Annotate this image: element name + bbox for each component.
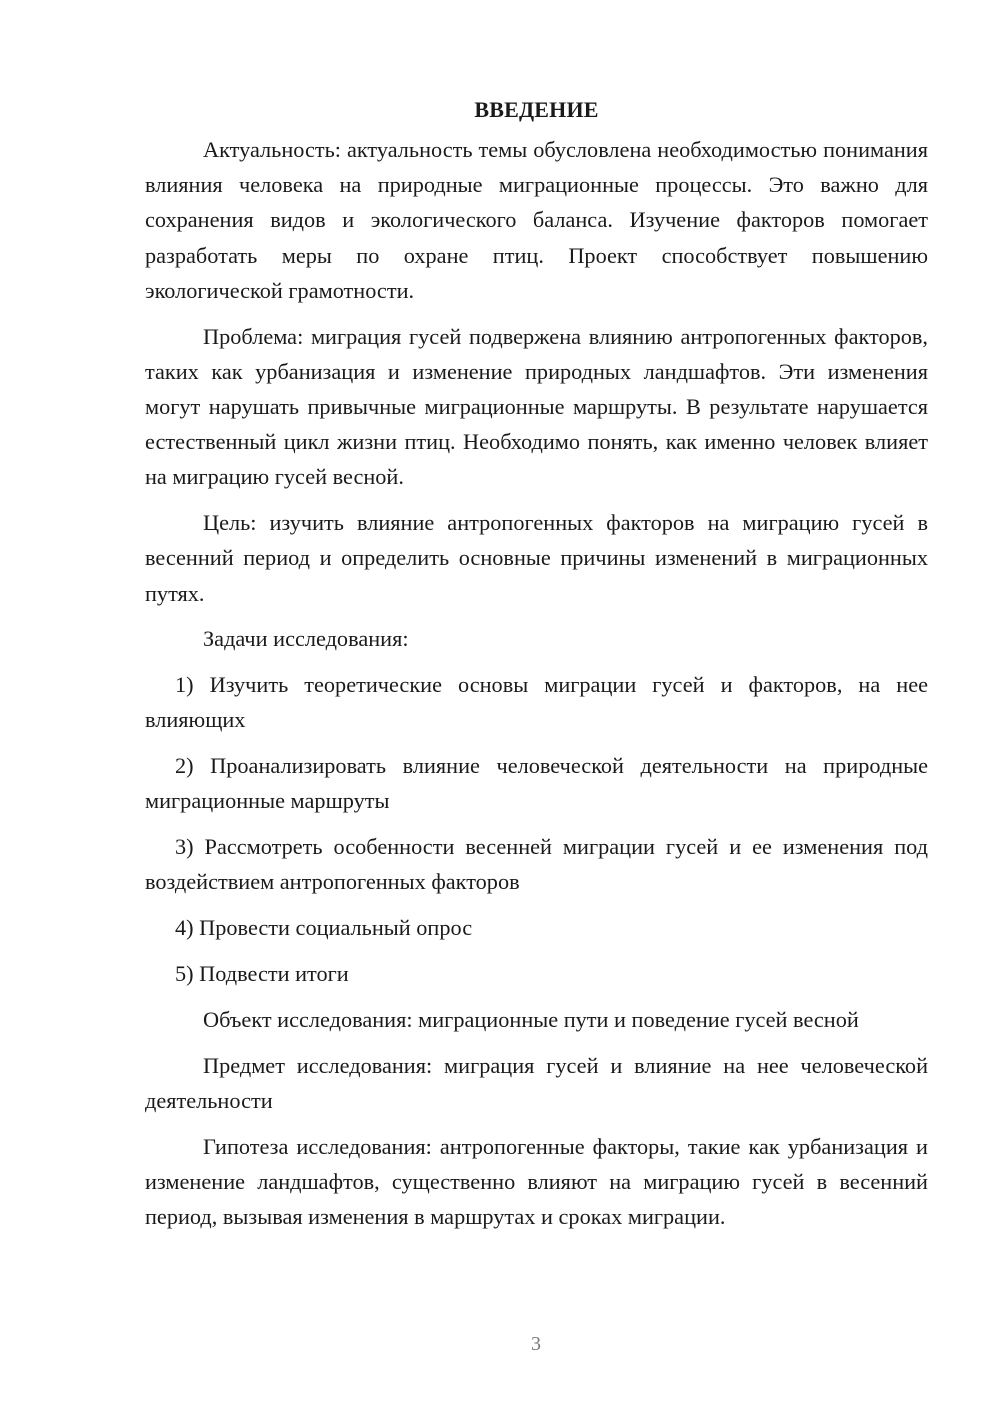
object-paragraph: Объект исследования: миграционные пути и поведение гусей весной <box>203 1006 859 1032</box>
document-page <box>145 92 928 1245</box>
goal-paragraph: Цель: изучить влияние антропогенных факторов на миграцию гусей в весенний период и определить основные причины изменений в миграционных путях. <box>145 510 928 606</box>
subject-paragraph: Предмет исследования: миграция гусей и влияние на нее человеческой деятельности <box>145 1052 928 1113</box>
task-item-4: 4) Провести социальный опрос <box>175 915 473 941</box>
tasks-heading: Задачи исследования: <box>203 626 409 652</box>
hypothesis-paragraph: Гипотеза исследования: антропогенные факторы, такие как урбанизация и изменение ландшафтов, существенно влияют на миграцию гусей в весенний период, вызывая изменения в маршрутах и сроках миграции. <box>145 1133 928 1230</box>
problem-paragraph: Проблема: миграция гусей подвержена влиянию антропогенных факторов, таких как урбанизация и изменение природных ландшафтов. Эти изменения могут нарушать привычные миграционные маршруты. В результате нарушается естественный цикл жизни птиц. Необходимо понять, как именно человек влияет на миграцию гусей весной. <box>145 323 928 490</box>
task-item-5: 5) Подвести итоги <box>175 961 349 987</box>
task-item-1: 1) Изучить теоретические основы миграции гусей и факторов, на нее влияющих <box>145 672 928 733</box>
section-heading: ВВЕДЕНИЕ <box>474 97 599 122</box>
task-item-2: 2) Проанализировать влияние человеческой деятельности на природные миграционные маршруты <box>145 753 928 814</box>
page-number: 3 <box>531 1333 541 1355</box>
relevance-paragraph: Актуальность: актуальность темы обусловлена необходимостью понимания влияния человека на природные миграционные процессы. Это важно для сохранения видов и экологического баланса. Изучение факторов помогает разработать меры по охране птиц. Проект способствует повышению экологической грамотности. <box>145 137 928 303</box>
task-item-3: 3) Рассмотреть особенности весенней миграции гусей и ее изменения под воздействием антропогенных факторов <box>145 834 928 895</box>
